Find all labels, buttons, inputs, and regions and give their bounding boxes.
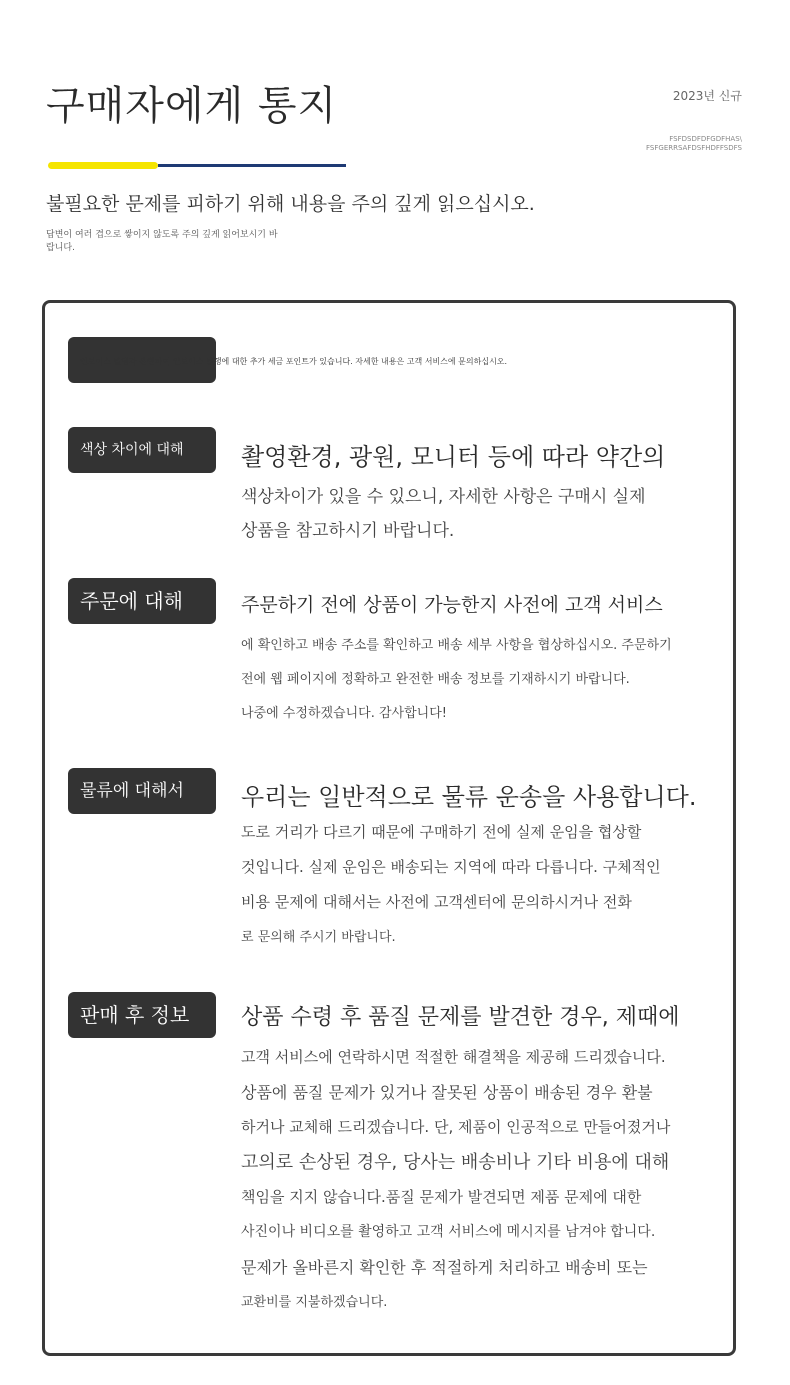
code-line-1: FSFDSDFDFGDFHAS\ bbox=[669, 135, 742, 143]
body-line: 고객 서비스에 연락하시면 적절한 해결책을 제공해 드리겠습니다. bbox=[241, 1048, 666, 1066]
section-body-order bbox=[241, 629, 716, 731]
body-line: 교환비를 지불하겠습니다. bbox=[241, 1295, 388, 1310]
accent-bar-blue bbox=[158, 164, 346, 167]
body-line: 로 문의해 주시기 바랍니다. bbox=[241, 930, 396, 945]
body-line: 나중에 수정하겠습니다. 감사합니다! bbox=[241, 706, 447, 721]
body-line: 고의로 손상된 경우, 당사는 배송비나 기타 비용에 대해 bbox=[241, 1152, 670, 1173]
body-line: 상품을 참고하시기 바랍니다. bbox=[241, 521, 455, 541]
body-line: 하거나 교체해 드리겠습니다. 단, 제품이 인공적으로 만들어졌거나 bbox=[241, 1118, 671, 1136]
body-line: 전에 웹 페이지에 정확하고 완전한 배송 정보를 기재하시기 바랍니다. bbox=[241, 672, 630, 687]
section-lead-order: 주문하기 전에 상품이 가능한지 사전에 고객 서비스 bbox=[241, 594, 663, 616]
code-text bbox=[646, 135, 742, 153]
body-line: 상품에 품질 문제가 있거나 잘못된 상품이 배송된 경우 환불 bbox=[241, 1083, 653, 1102]
tag-order: 주문에 대해 bbox=[68, 578, 216, 624]
page-title: 구매자에게 통지 bbox=[46, 83, 338, 129]
body-line: 사진이나 비디오를 촬영하고 고객 서비스에 메시지를 남겨야 합니다. bbox=[241, 1224, 656, 1240]
section-body-logistics bbox=[241, 815, 716, 955]
section-body-color bbox=[241, 480, 716, 548]
tag-after-sales: 판매 후 정보 bbox=[68, 992, 216, 1038]
section-lead-after-sales: 상품 수령 후 품질 문제를 발견한 경우, 제때에 bbox=[241, 1005, 680, 1030]
body-line: 에 확인하고 배송 주소를 확인하고 배송 세부 사항을 협상하십시오. 주문하기 bbox=[241, 638, 672, 653]
section-body-after-sales bbox=[241, 1040, 716, 1320]
body-line: 비용 문제에 대해서는 사전에 고객센터에 문의하시거나 전화 bbox=[241, 893, 632, 911]
section-lead-logistics: 우리는 일반적으로 물류 운송을 사용합니다. bbox=[241, 783, 697, 811]
body-line: 것입니다. 실제 운임은 배송되는 지역에 따라 다릅니다. 구체적인 bbox=[241, 858, 661, 876]
body-line: 도로 거리가 다르기 때문에 구매하기 전에 실제 운임을 협상할 bbox=[241, 823, 642, 841]
body-line: 문제가 올바른지 확인한 후 적절하게 처리하고 배송비 또는 bbox=[241, 1258, 648, 1277]
body-line: 색상차이가 있을 수 있으니, 자세한 사항은 구매시 실제 bbox=[241, 487, 646, 507]
code-line-2: FSFGERRSAFDSFHDFFSDFS bbox=[646, 144, 742, 152]
invoice-text: 인보이스 발행과 관련하여 인보이스 발행에 대한 추가 세금 포인트가 있습니다. 자세한 내용은 고객 서비스에 문의하십시오. bbox=[80, 357, 508, 366]
tag-logistics: 물류에 대해서 bbox=[68, 768, 216, 814]
section-lead-color: 촬영환경, 광원, 모니터 등에 따라 약간의 bbox=[241, 443, 666, 471]
note-text: 답변이 여러 겹으로 쌓이지 않도록 주의 깊게 읽어보시기 바랍니다. bbox=[46, 230, 278, 253]
year-label: 2023년 신규 bbox=[672, 89, 742, 103]
accent-bar-yellow bbox=[48, 162, 158, 169]
tag-color-difference: 색상 차이에 대해 bbox=[68, 427, 216, 473]
body-line: 책임을 지지 않습니다.품질 문제가 발견되면 제품 문제에 대한 bbox=[241, 1188, 642, 1206]
subtitle: 불필요한 문제를 피하기 위해 내용을 주의 깊게 읽으십시오. bbox=[46, 193, 535, 215]
